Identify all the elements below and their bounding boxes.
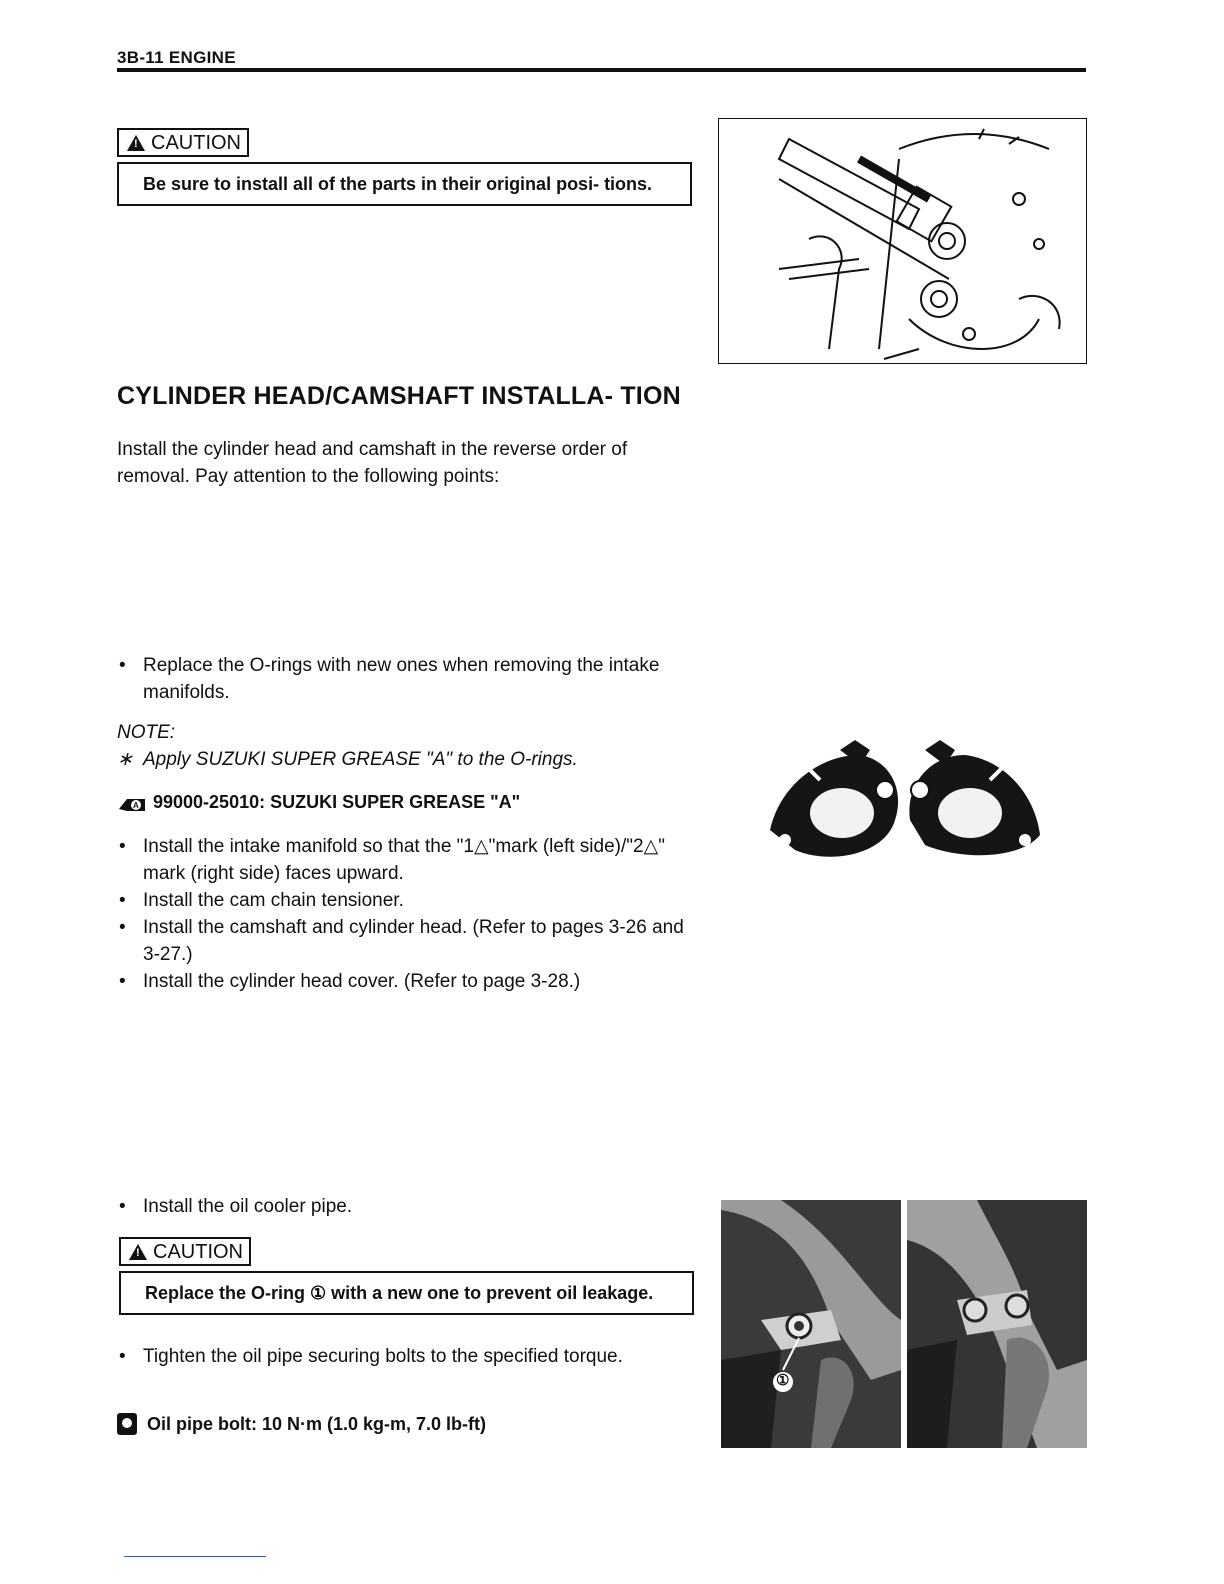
caution-label: CAUTION bbox=[151, 132, 241, 154]
list-item: • Install the camshaft and cylinder head. (Refer to pages 3-26 and 3-27.) bbox=[117, 914, 692, 968]
list-item: • Install the cam chain tensioner. bbox=[117, 887, 692, 914]
torque-spec bbox=[117, 1413, 486, 1435]
list-item: • Install the intake manifold so that the "1△"mark (left side)/"2△" mark (right side) faces upward. bbox=[117, 833, 692, 887]
note-item bbox=[117, 748, 692, 771]
oil-pipe-photo-left bbox=[721, 1200, 901, 1448]
caution-tag bbox=[119, 1237, 251, 1266]
list-item: • Tighten the oil pipe securing bolts to the specified torque. bbox=[117, 1343, 692, 1370]
note-label: NOTE: bbox=[117, 722, 176, 743]
bullet-list-install bbox=[117, 833, 692, 995]
valve-tool-drawing bbox=[719, 119, 1086, 363]
warning-triangle-icon bbox=[129, 1244, 147, 1260]
bullet-list-oil-cooler bbox=[117, 1193, 692, 1220]
oil-pipe-photo-right-drawing bbox=[907, 1200, 1087, 1448]
callout-1: ① bbox=[776, 1372, 790, 1389]
list-item: • Install the cylinder head cover. (Refer to page 3-28.) bbox=[117, 968, 692, 995]
warning-triangle-icon bbox=[127, 135, 145, 151]
torque-spec-text: Oil pipe bolt: 10 N·m (1.0 kg-m, 7.0 lb-ft) bbox=[147, 1413, 487, 1434]
valve-tool-figure bbox=[718, 118, 1087, 364]
grease-spec bbox=[117, 792, 520, 813]
oil-pipe-photo-left-drawing bbox=[721, 1200, 901, 1448]
grease-tube-icon bbox=[117, 793, 149, 813]
header-rule bbox=[117, 68, 1086, 72]
caution-label: CAUTION bbox=[153, 1241, 243, 1263]
note-asterisk: ∗ bbox=[117, 749, 133, 770]
list-item: • Replace the O-rings with new ones when removing the intake manifolds. bbox=[117, 652, 692, 706]
footer-rule bbox=[124, 1556, 266, 1557]
intake-manifold-drawing bbox=[760, 735, 1050, 875]
svg-text:A: A bbox=[133, 800, 139, 810]
grease-spec-text: 99000-25010: SUZUKI SUPER GREASE "A" bbox=[153, 792, 521, 812]
torque-wrench-icon bbox=[117, 1413, 137, 1435]
bullet-list-torque bbox=[117, 1343, 692, 1370]
oil-pipe-photo-right bbox=[907, 1200, 1087, 1448]
section-title: CYLINDER HEAD/CAMSHAFT INSTALLA- TION bbox=[117, 382, 681, 410]
intake-manifold-figure bbox=[760, 735, 1050, 875]
caution-tag bbox=[117, 128, 249, 157]
page-header: 3B-11 ENGINE bbox=[117, 48, 236, 67]
section-intro: Install the cylinder head and camshaft in the reverse order of removal. Pay attention to the following points: bbox=[117, 439, 628, 487]
caution-text: Be sure to install all of the parts in their original posi- tions. bbox=[143, 174, 653, 194]
bullet-list-orings bbox=[117, 652, 692, 706]
caution-box bbox=[119, 1271, 694, 1315]
caution-box bbox=[117, 162, 692, 206]
caution-text: Replace the O-ring ① with a new one to prevent oil leakage. bbox=[145, 1283, 654, 1303]
note-text: Apply SUZUKI SUPER GREASE "A" to the O-rings. bbox=[143, 749, 578, 770]
list-item: • Install the oil cooler pipe. bbox=[117, 1193, 692, 1220]
